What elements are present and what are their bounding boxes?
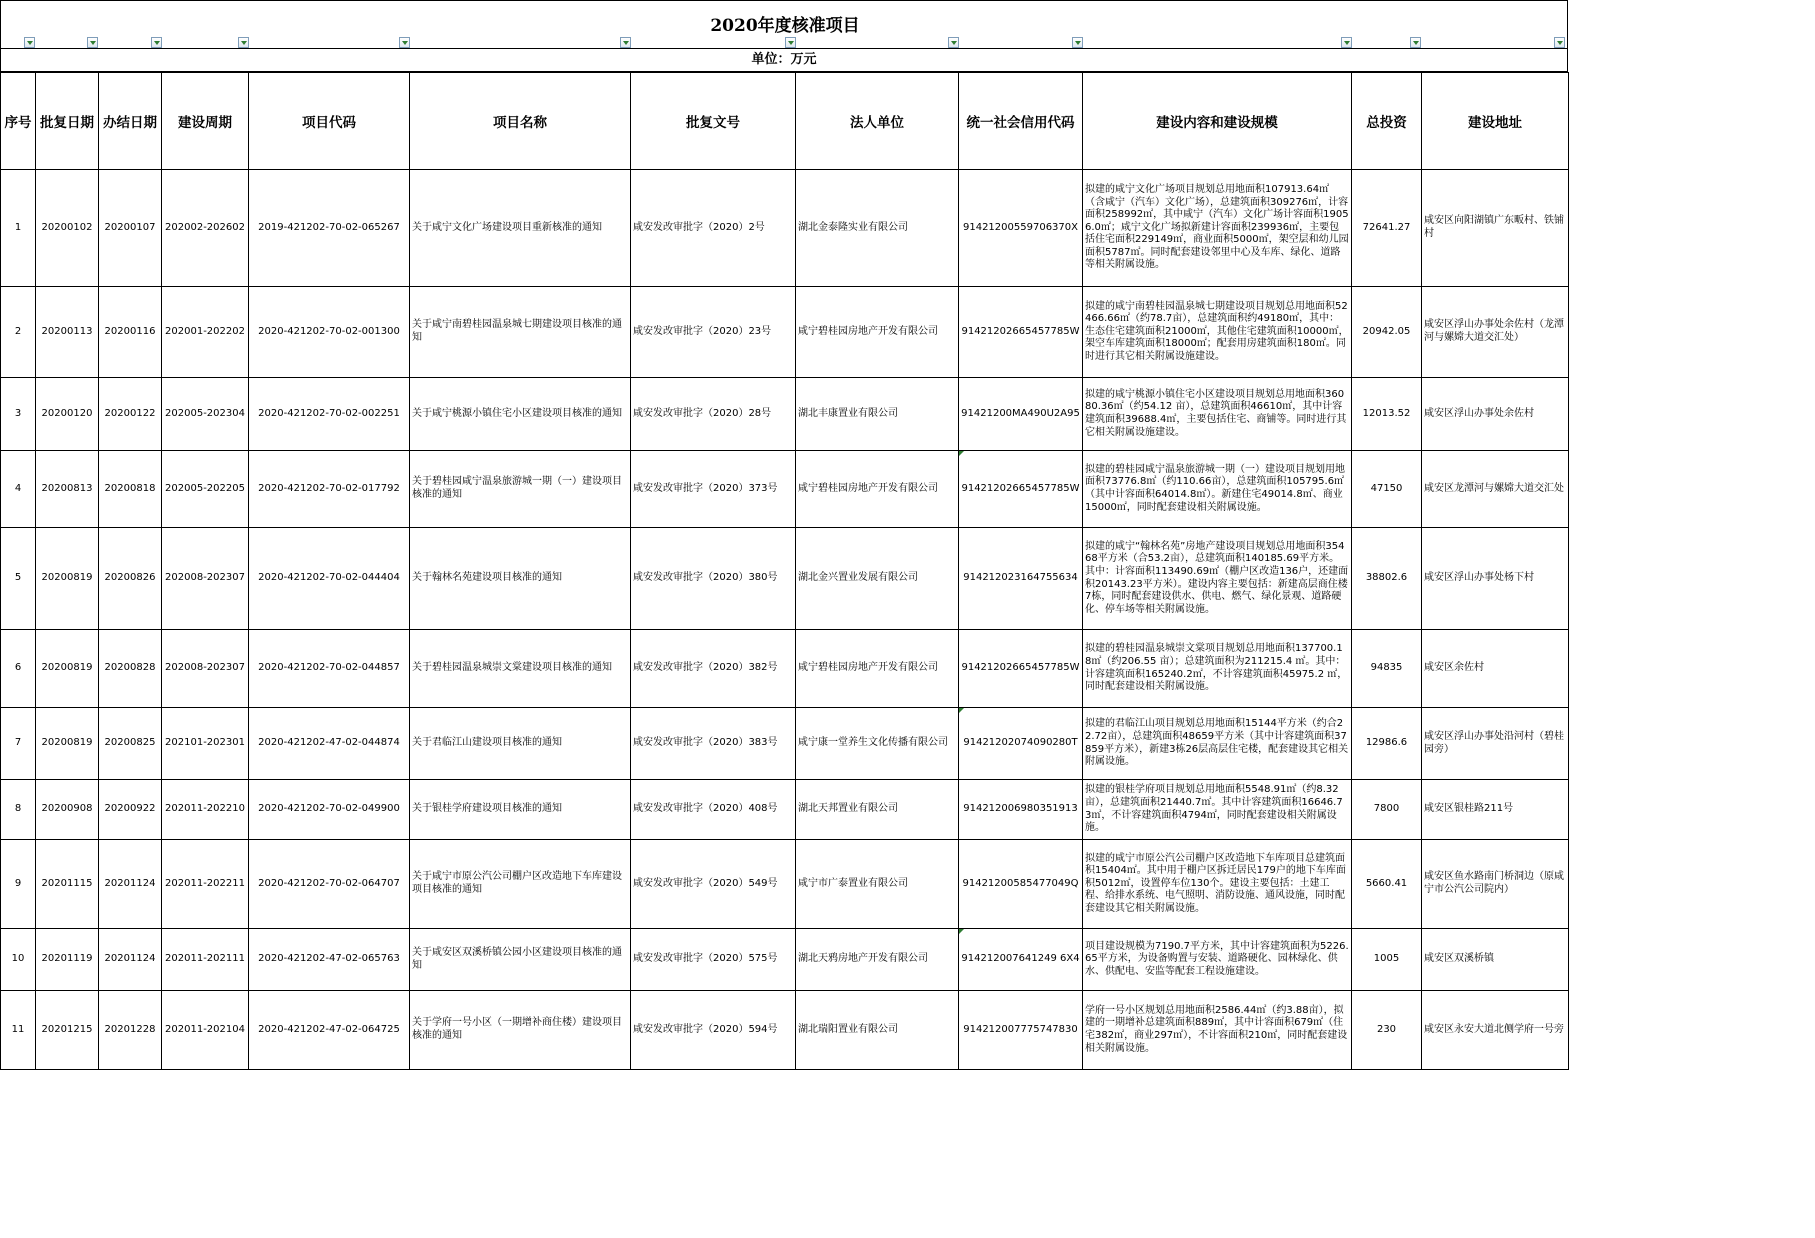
- cell-address[interactable]: 咸安区余佐村: [1422, 630, 1569, 708]
- cell-credit[interactable]: 914212006980351913: [959, 780, 1083, 840]
- cell-invest[interactable]: 94835: [1352, 630, 1422, 708]
- cell-finish-date[interactable]: 20200116: [99, 287, 162, 378]
- cell-entity[interactable]: 湖北丰康置业有限公司: [796, 378, 959, 451]
- header-cell[interactable]: 总投资: [1352, 73, 1422, 170]
- header-cell[interactable]: 序号: [1, 73, 36, 170]
- cell-invest[interactable]: 20942.05: [1352, 287, 1422, 378]
- table-row: [1, 630, 1569, 708]
- cell-no[interactable]: 10: [1, 929, 36, 991]
- cell-code[interactable]: 2020-421202-70-02-017792: [249, 451, 410, 528]
- cell-address[interactable]: 咸安区永安大道北侧学府一号旁: [1422, 991, 1569, 1070]
- cell-name[interactable]: 关于咸宁桃源小镇住宅小区建设项目核准的通知: [410, 378, 631, 451]
- filter-dropdown-icon[interactable]: [1410, 37, 1421, 48]
- cell-doc[interactable]: 咸安发改审批字（2020）28号: [631, 378, 796, 451]
- title-row: [0, 0, 1568, 49]
- cell-doc[interactable]: 咸安发改审批字（2020）382号: [631, 630, 796, 708]
- cell-content[interactable]: 拟建的咸宁市原公汽公司棚户区改造地下车库项目总建筑面积15404㎡。其中用于棚户区拆迁居民179户的地下车库面积5012㎡，设置停车位130个。建设主要包括：土建工程、给排水系统、电气照明、消防设施、通风设施，同时配套建设其它相关附属设施。: [1083, 840, 1352, 929]
- cell-entity[interactable]: 咸宁碧桂园房地产开发有限公司: [796, 287, 959, 378]
- table-row: [1, 708, 1569, 780]
- cell-no[interactable]: 11: [1, 991, 36, 1070]
- cell-entity[interactable]: 咸宁市广泰置业有限公司: [796, 840, 959, 929]
- filter-dropdown-icon[interactable]: [399, 37, 410, 48]
- cell-no[interactable]: 8: [1, 780, 36, 840]
- cell-doc[interactable]: 咸安发改审批字（2020）2号: [631, 170, 796, 287]
- cell-credit[interactable]: 91421202074090280T: [959, 708, 1083, 780]
- cell-name[interactable]: 关于银桂学府建设项目核准的通知: [410, 780, 631, 840]
- cell-code[interactable]: 2020-421202-47-02-044874: [249, 708, 410, 780]
- cell-finish-date[interactable]: 20200825: [99, 708, 162, 780]
- cell-finish-date[interactable]: 20200818: [99, 451, 162, 528]
- cell-doc[interactable]: 咸安发改审批字（2020）575号: [631, 929, 796, 991]
- table-row: [1, 451, 1569, 528]
- cell-invest[interactable]: 5660.41: [1352, 840, 1422, 929]
- cell-address[interactable]: 咸安区鱼水路南门桥洞边（原咸宁市公汽公司院内）: [1422, 840, 1569, 929]
- cell-no[interactable]: 6: [1, 630, 36, 708]
- cell-code[interactable]: 2020-421202-70-02-064707: [249, 840, 410, 929]
- cell-doc[interactable]: 咸安发改审批字（2020）380号: [631, 528, 796, 630]
- cell-code[interactable]: 2020-421202-70-02-002251: [249, 378, 410, 451]
- cell-entity[interactable]: 湖北金泰隆实业有限公司: [796, 170, 959, 287]
- cell-doc[interactable]: 咸安发改审批字（2020）549号: [631, 840, 796, 929]
- cell-content[interactable]: 拟建的碧桂园温泉城崇文棠项目规划总用地面积137700.18㎡（约206.55 亩）；总建筑面积为211215.4 ㎡。其中：计容建筑面积165240.2㎡，不计容建筑面积45975.2 ㎡，同时配套建设相关附属设施。: [1083, 630, 1352, 708]
- cell-finish-date[interactable]: 20200826: [99, 528, 162, 630]
- cell-invest[interactable]: 72641.27: [1352, 170, 1422, 287]
- cell-period[interactable]: 202011-202104: [162, 991, 249, 1070]
- header-cell[interactable]: 项目代码: [249, 73, 410, 170]
- cell-address[interactable]: 咸安区浮山办事处余佐村（龙潭河与嫘嫦大道交汇处）: [1422, 287, 1569, 378]
- cell-content[interactable]: 拟建的银桂学府项目规划总用地面积5548.91㎡（约8.32亩），总建筑面积21440.7㎡。其中计容建筑面积16646.73㎡，不计容建筑面积4794㎡，同时配套建设相关附属设施。: [1083, 780, 1352, 840]
- cell-no[interactable]: 5: [1, 528, 36, 630]
- cell-period[interactable]: 202008-202307: [162, 528, 249, 630]
- cell-approve-date[interactable]: 20201215: [36, 991, 99, 1070]
- cell-content[interactable]: 拟建的咸宁文化广场项目规划总用地面积107913.64㎡（含咸宁（汽车）文化广场），总建筑面积309276㎡，计容面积258992㎡，其中咸宁（汽车）文化广场计容面积19056.0㎡；咸宁文化广场拟新建计容面积239936㎡，主要包括住宅面积229149㎡，商业面积5000㎡，架空层和幼儿园面积5787㎡。同时配套建设邻里中心及车库、绿化、道路等相关附属设施。: [1083, 170, 1352, 287]
- cell-content[interactable]: 拟建的君临江山项目规划总用地面积15144平方米（约合22.72亩），总建筑面积48659平方米（其中计容建筑面积37859平方米），新建3栋26层高层住宅楼，配套建设其它相关附属设施。: [1083, 708, 1352, 780]
- cell-approve-date[interactable]: 20200113: [36, 287, 99, 378]
- cell-no[interactable]: 7: [1, 708, 36, 780]
- cell-code[interactable]: 2020-421202-47-02-064725: [249, 991, 410, 1070]
- cell-period[interactable]: 202011-202211: [162, 840, 249, 929]
- filter-dropdown-icon[interactable]: [1072, 37, 1083, 48]
- cell-name[interactable]: 关于咸宁市原公汽公司棚户区改造地下车库建设项目核准的通知: [410, 840, 631, 929]
- cell-name[interactable]: 关于咸安区双溪桥镇公园小区建设项目核准的通知: [410, 929, 631, 991]
- sheet-title: 2020年度核准项目: [710, 16, 860, 36]
- cell-approve-date[interactable]: 20200819: [36, 708, 99, 780]
- cell-period[interactable]: 202101-202301: [162, 708, 249, 780]
- cell-credit[interactable]: 91421202665457785W: [959, 287, 1083, 378]
- filter-dropdown-icon[interactable]: [24, 37, 35, 48]
- cell-approve-date[interactable]: 20201115: [36, 840, 99, 929]
- cell-no[interactable]: 2: [1, 287, 36, 378]
- cell-doc[interactable]: 咸安发改审批字（2020）23号: [631, 287, 796, 378]
- cell-name[interactable]: 关于君临江山建设项目核准的通知: [410, 708, 631, 780]
- cell-finish-date[interactable]: 20201124: [99, 840, 162, 929]
- cell-invest[interactable]: 12013.52: [1352, 378, 1422, 451]
- cell-name[interactable]: 关于咸宁南碧桂园温泉城七期建设项目核准的通知: [410, 287, 631, 378]
- cell-credit[interactable]: 914212007641249 6X4: [959, 929, 1083, 991]
- cell-no[interactable]: 9: [1, 840, 36, 929]
- filter-dropdown-icon[interactable]: [620, 37, 631, 48]
- cell-invest[interactable]: 7800: [1352, 780, 1422, 840]
- cell-name[interactable]: 关于碧桂园咸宁温泉旅游城一期（一）建设项目核准的通知: [410, 451, 631, 528]
- cell-code[interactable]: 2019-421202-70-02-065267: [249, 170, 410, 287]
- cell-doc[interactable]: 咸安发改审批字（2020）408号: [631, 780, 796, 840]
- cell-address[interactable]: 咸安区向阳湖镇广东畈村、铁铺村: [1422, 170, 1569, 287]
- cell-entity[interactable]: 咸宁碧桂园房地产开发有限公司: [796, 630, 959, 708]
- cell-code[interactable]: 2020-421202-70-02-001300: [249, 287, 410, 378]
- cell-content[interactable]: 拟建的咸宁南碧桂园温泉城七期建设项目规划总用地面积52466.66㎡（约78.7亩），总建筑面积约49180㎡，其中：生态住宅建筑面积21000㎡，其他住宅建筑面积10000㎡，架空车库建筑面积18000㎡；配套用房建筑面积180㎡。同时进行其它相关附属设施建设。: [1083, 287, 1352, 378]
- cell-code[interactable]: 2020-421202-70-02-044857: [249, 630, 410, 708]
- cell-period[interactable]: 202008-202307: [162, 630, 249, 708]
- cell-content[interactable]: 拟建的碧桂园咸宁温泉旅游城一期（一）建设项目规划用地面积73776.8㎡（约110.66亩），总建筑面积105795.6㎡（其中计容面积64014.8㎡）。新建住宅49014.8㎡、商业15000㎡，同时配套建设相关附属设施。: [1083, 451, 1352, 528]
- approval-table: [0, 72, 1569, 1070]
- cell-content[interactable]: 拟建的咸宁“翰林名苑”房地产建设项目规划总用地面积35468平方米（合53.2亩），总建筑面积140185.69平方米。其中：计容面积113490.69㎡（棚户区改造136户，还建面积20143.23平方米）。建设内容主要包括：新建高层商住楼7栋，同时配套建设供水、供电、燃气、绿化景观、道路硬化、停车场等相关附属设施。: [1083, 528, 1352, 630]
- cell-finish-date[interactable]: 20201228: [99, 991, 162, 1070]
- unit-label: 单位：万元: [0, 49, 1568, 72]
- cell-entity[interactable]: 咸宁康一堂养生文化传播有限公司: [796, 708, 959, 780]
- cell-invest[interactable]: 47150: [1352, 451, 1422, 528]
- filter-dropdown-icon[interactable]: [1341, 37, 1352, 48]
- table-row: [1, 378, 1569, 451]
- cell-doc[interactable]: 咸安发改审批字（2020）594号: [631, 991, 796, 1070]
- cell-period[interactable]: 202001-202202: [162, 287, 249, 378]
- filter-dropdown-icon[interactable]: [785, 37, 796, 48]
- cell-no[interactable]: 3: [1, 378, 36, 451]
- cell-credit[interactable]: 914212007775747830: [959, 991, 1083, 1070]
- cell-approve-date[interactable]: 20200908: [36, 780, 99, 840]
- table-row: [1, 929, 1569, 991]
- header-cell[interactable]: 建设地址: [1422, 73, 1569, 170]
- filter-dropdown-icon[interactable]: [87, 37, 98, 48]
- table-row: [1, 991, 1569, 1070]
- cell-approve-date[interactable]: 20201119: [36, 929, 99, 991]
- cell-content[interactable]: 拟建的咸宁桃源小镇住宅小区建设项目规划总用地面积36080.36㎡（约54.12 亩），总建筑面积46610㎡，其中计容建筑面积39688.4㎡，主要包括住宅、商铺等。同时进行其它相关附属设施建设。: [1083, 378, 1352, 451]
- cell-address[interactable]: 咸安区浮山办事处杨下村: [1422, 528, 1569, 630]
- cell-entity[interactable]: 湖北瑞阳置业有限公司: [796, 991, 959, 1070]
- cell-content[interactable]: 项目建设规模为7190.7平方米，其中计容建筑面积为5226.65平方米，为设备购置与安装、道路硬化、园林绿化、供水、供配电、安监等配套工程设施建设。: [1083, 929, 1352, 991]
- cell-period[interactable]: 202011-202111: [162, 929, 249, 991]
- cell-period[interactable]: 202011-202210: [162, 780, 249, 840]
- cell-address[interactable]: 咸安区浮山办事处余佐村: [1422, 378, 1569, 451]
- cell-period[interactable]: 202002-202602: [162, 170, 249, 287]
- cell-entity[interactable]: 湖北天鸦房地产开发有限公司: [796, 929, 959, 991]
- cell-code[interactable]: 2020-421202-70-02-049900: [249, 780, 410, 840]
- cell-doc[interactable]: 咸安发改审批字（2020）383号: [631, 708, 796, 780]
- cell-approve-date[interactable]: 20200819: [36, 630, 99, 708]
- cell-address[interactable]: 咸安区双溪桥镇: [1422, 929, 1569, 991]
- cell-invest[interactable]: 38802.6: [1352, 528, 1422, 630]
- cell-finish-date[interactable]: 20200828: [99, 630, 162, 708]
- cell-finish-date[interactable]: 20200922: [99, 780, 162, 840]
- cell-credit[interactable]: 91421202665457785W: [959, 630, 1083, 708]
- cell-name[interactable]: 关于碧桂园温泉城崇文棠建设项目核准的通知: [410, 630, 631, 708]
- cell-credit[interactable]: 914212023164755634: [959, 528, 1083, 630]
- cell-approve-date[interactable]: 20200813: [36, 451, 99, 528]
- cell-finish-date[interactable]: 20201124: [99, 929, 162, 991]
- cell-entity[interactable]: 咸宁碧桂园房地产开发有限公司: [796, 451, 959, 528]
- header-cell[interactable]: 批复文号: [631, 73, 796, 170]
- cell-invest[interactable]: 12986.6: [1352, 708, 1422, 780]
- table-row: [1, 287, 1569, 378]
- cell-credit[interactable]: 91421200559706370X: [959, 170, 1083, 287]
- filter-dropdown-icon[interactable]: [151, 37, 162, 48]
- header-cell[interactable]: 建设周期: [162, 73, 249, 170]
- cell-approve-date[interactable]: 20200120: [36, 378, 99, 451]
- cell-entity[interactable]: 湖北天邦置业有限公司: [796, 780, 959, 840]
- header-row: [1, 73, 1569, 170]
- cell-entity[interactable]: 湖北金兴置业发展有限公司: [796, 528, 959, 630]
- cell-address[interactable]: 咸安区龙潭河与嫘嫦大道交汇处: [1422, 451, 1569, 528]
- cell-code[interactable]: 2020-421202-70-02-044404: [249, 528, 410, 630]
- cell-credit[interactable]: 91421202665457785W: [959, 451, 1083, 528]
- header-cell[interactable]: 项目名称: [410, 73, 631, 170]
- cell-finish-date[interactable]: 20200122: [99, 378, 162, 451]
- header-cell[interactable]: 统一社会信用代码: [959, 73, 1083, 170]
- header-cell[interactable]: 批复日期: [36, 73, 99, 170]
- filter-dropdown-icon[interactable]: [948, 37, 959, 48]
- cell-invest[interactable]: 230: [1352, 991, 1422, 1070]
- table-row: [1, 528, 1569, 630]
- table-row: [1, 840, 1569, 929]
- cell-name[interactable]: 关于学府一号小区（一期增补商住楼）建设项目核准的通知: [410, 991, 631, 1070]
- cell-doc[interactable]: 咸安发改审批字（2020）373号: [631, 451, 796, 528]
- cell-approve-date[interactable]: 20200819: [36, 528, 99, 630]
- cell-credit[interactable]: 91421200MA490U2A95: [959, 378, 1083, 451]
- cell-no[interactable]: 1: [1, 170, 36, 287]
- cell-name[interactable]: 关于咸宁文化广场建设项目重新核准的通知: [410, 170, 631, 287]
- cell-content[interactable]: 学府一号小区规划总用地面积2586.44㎡（约3.88亩），拟建的一期增补总建筑面积889㎡，其中计容面积679㎡（住宅382㎡，商业297㎡），不计容面积210㎡，同时配套建设相关附属设施。: [1083, 991, 1352, 1070]
- cell-approve-date[interactable]: 20200102: [36, 170, 99, 287]
- cell-code[interactable]: 2020-421202-47-02-065763: [249, 929, 410, 991]
- header-cell[interactable]: 建设内容和建设规模: [1083, 73, 1352, 170]
- cell-invest[interactable]: 1005: [1352, 929, 1422, 991]
- cell-period[interactable]: 202005-202304: [162, 378, 249, 451]
- header-cell[interactable]: 办结日期: [99, 73, 162, 170]
- cell-credit[interactable]: 91421200585477049Q: [959, 840, 1083, 929]
- table-row: [1, 170, 1569, 287]
- cell-no[interactable]: 4: [1, 451, 36, 528]
- cell-finish-date[interactable]: 20200107: [99, 170, 162, 287]
- filter-dropdown-icon[interactable]: [238, 37, 249, 48]
- cell-address[interactable]: 咸安区银桂路211号: [1422, 780, 1569, 840]
- cell-address[interactable]: 咸安区浮山办事处沿河村（碧桂园旁）: [1422, 708, 1569, 780]
- filter-dropdown-icon[interactable]: [1554, 37, 1565, 48]
- cell-name[interactable]: 关于翰林名苑建设项目核准的通知: [410, 528, 631, 630]
- table-row: [1, 780, 1569, 840]
- header-cell[interactable]: 法人单位: [796, 73, 959, 170]
- cell-period[interactable]: 202005-202205: [162, 451, 249, 528]
